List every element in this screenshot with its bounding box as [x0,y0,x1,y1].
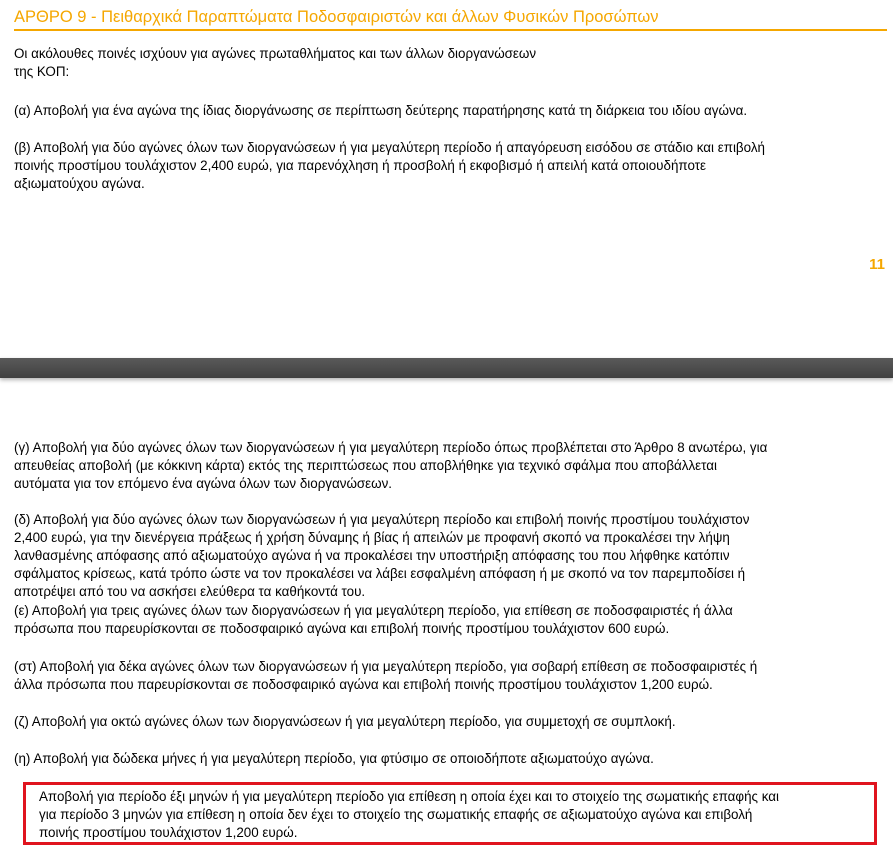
article-title: ΑΡΘΡΟ 9 - Πειθαρχικά Παραπτώματα Ποδοσφαιριστών και άλλων Φυσικών Προσώπων [14,8,659,26]
highlighted-clause-text: Αποβολή για περίοδο έξι μηνών ή για μεγαλύτερη περίοδο για επίθεση η οποία έχει και το στοιχείο της σωματικής επαφής και για περίοδο 3 μηνών για επίθεση η οποία δεν έχει το στοιχείο της σωματικής επαφής σε αξιωματούχο αγώνα και επιβολή ποινής προστίμου τουλάχιστον 1,200 ευρώ. [39,789,779,840]
clause-g: (γ) Αποβολή για δύο αγώνες όλων των διοργανώσεων ή για μεγαλύτερη περίοδο όπως προβλέπεται στο Άρθρο 8 ανωτέρω, για απευθείας αποβολή (με κόκκινη κάρτα) εκτός της περιπτώσεως που αποβλήθηκε για τεχνικό σφάλμα που αποβάλλεται αυτόματα για τον επόμενο ένα αγώνα όλων των διοργανώσεων. [14,440,768,491]
clause-d: (δ) Αποβολή για δύο αγώνες όλων των διοργανώσεων ή για μεγαλύτερη περίοδο και επιβολή ποινής προστίμου τουλάχιστον 2,400 ευρώ, για την διενέργεια πράξεως ή χρήση δύναμης ή βίας ή απειλών με προφανή σκοπό να προκαλέσει την λήψη λανθασμένης απόφασης από αξιωματούχο αγώνα ή να προκαλέσει την υποστήριξη απόφασης του που λήφθηκε κατόπιν σφάλματος κρίσεως, κατά τρόπο ώστε να τον προκαλέσει να λάβει εσφαλμένη απόφαση ή με σκοπό να τον παρεμποδίσει ή αποτρέψει από του να ασκήσει ελεύθερα τα καθήκοντά του. [14,512,750,599]
document-page-bottom [0,378,893,844]
clause-b: (β) Αποβολή για δύο αγώνες όλων των διοργανώσεων ή για μεγαλύτερη περίοδο ή απαγόρευση εισόδου σε στάδιο και επιβολή ποινής προστίμου τουλάχιστον 2,400 ευρώ, για παρενόχληση ή προσβολή ή εκφοβισμό ή απειλή κατά οποιουδήποτε αξιωματούχου αγώνα. [14,140,765,191]
page-separator [0,358,893,378]
document-page-top [0,0,893,345]
clause-h: (η) Αποβολή για δώδεκα μήνες ή για μεγαλύτερη περίοδο, για φτύσιμο σε οποιοδήποτε αξιωματούχο αγώνα. [14,751,654,766]
intro-paragraph: Οι ακόλουθες ποινές ισχύουν για αγώνες πρωταθλήματος και των άλλων διοργανώσεων της ΚΟΠ: [14,46,537,79]
article-header [14,7,887,31]
clause-e: (ε) Αποβολή για τρεις αγώνες όλων των διοργανώσεων ή για μεγαλύτερη περίοδο, για επίθεση σε ποδοσφαιριστές ή άλλα πρόσωπα που παρευρίσκονται σε ποδοσφαιρικό αγώνα και επιβολή ποινής προστίμου τουλάχιστον 600 ευρώ. [14,603,733,636]
highlighted-clause-box [23,782,877,845]
clause-st: (στ) Αποβολή για δέκα αγώνες όλων των διοργανώσεων ή για μεγαλύτερη περίοδο, για σοβαρή επίθεση σε ποδοσφαιριστές ή άλλα πρόσωπα που παρευρίσκονται σε ποδοσφαιρικό αγώνα και επιβολή ποινής προστίμου τουλάχιστον 1,200 ευρώ. [14,659,758,692]
page-number: 11 [869,256,885,273]
clause-z: (ζ) Αποβολή για οκτώ αγώνες όλων των διοργανώσεων ή για μεγαλύτερη περίοδο, για συμμετοχή σε συμπλοκή. [14,714,676,729]
clause-a: (α) Αποβολή για ένα αγώνα της ίδιας διοργάνωσης σε περίπτωση δεύτερης παρατήρησης κατά τη διάρκεια του ιδίου αγώνα. [14,103,748,118]
